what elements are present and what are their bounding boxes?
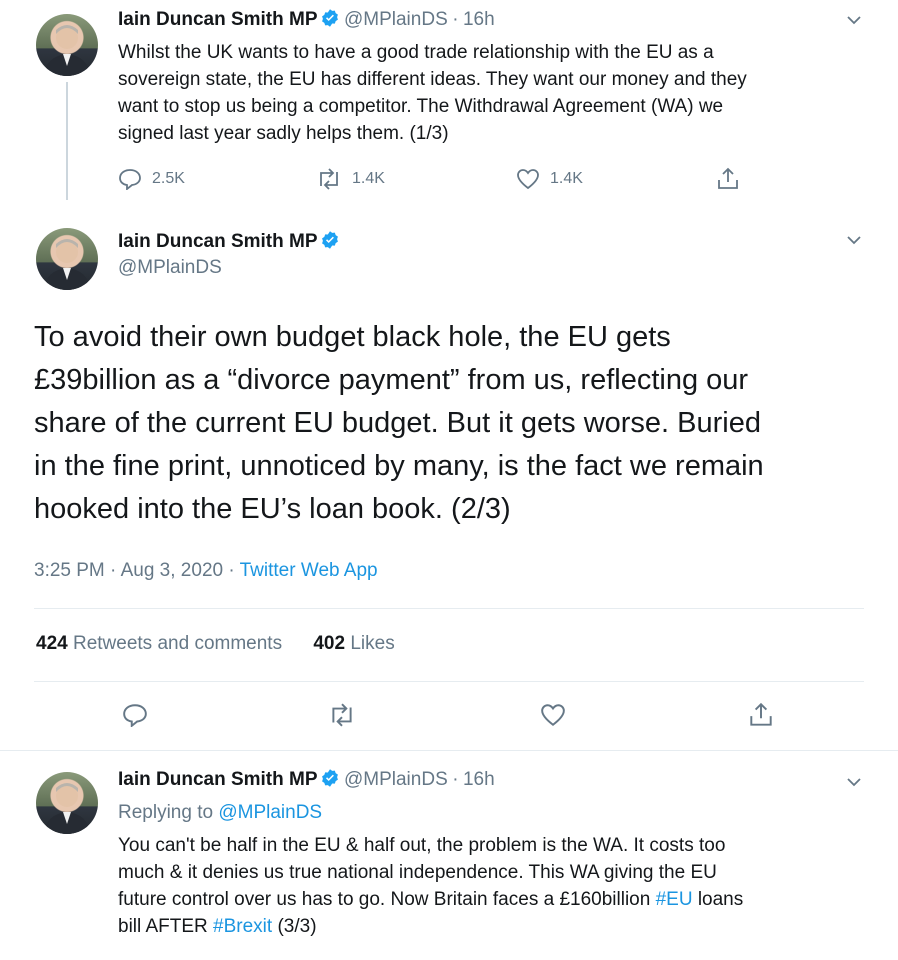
- retweets-stat[interactable]: [36, 633, 282, 654]
- tweet-header: [118, 8, 495, 31]
- tweet-line: sovereign state, the EU has different ideas. They want our money and they: [118, 69, 747, 90]
- avatar[interactable]: [36, 14, 98, 76]
- verified-badge-icon: [320, 768, 340, 788]
- avatar[interactable]: [36, 228, 98, 290]
- likes-label: Likes: [350, 633, 395, 654]
- like-count: 1.4K: [550, 170, 583, 187]
- separator-dot: ·: [452, 769, 459, 790]
- retweet-count: 1.4K: [352, 170, 385, 187]
- tweet-text: [118, 832, 888, 940]
- tweet-line: £39billion as a “divorce payment” from us, reflecting our: [34, 364, 749, 396]
- likes-count: 402: [313, 633, 346, 654]
- share-icon[interactable]: [748, 701, 774, 729]
- like-icon: [516, 168, 540, 190]
- share-icon[interactable]: [716, 166, 740, 192]
- reply-icon: [118, 168, 142, 190]
- retweet-icon: [316, 168, 342, 190]
- author-block: [118, 230, 340, 279]
- verified-badge-icon: [320, 8, 340, 28]
- chevron-down-icon[interactable]: [846, 232, 862, 248]
- avatar[interactable]: [36, 772, 98, 834]
- tweet-line-text: future control over us has to go. Now Britain faces a £160billion: [118, 889, 651, 910]
- tweet-header: [118, 768, 495, 791]
- author-handle[interactable]: @MPlainDS: [343, 9, 448, 30]
- tweet-line-text: (3/3): [277, 916, 317, 937]
- hashtag-link[interactable]: #EU: [655, 889, 693, 910]
- separator-dot: ·: [452, 9, 459, 30]
- verified-badge-icon: [320, 230, 340, 250]
- retweets-label: Retweets and comments: [72, 633, 283, 654]
- thread-connector: [66, 82, 68, 200]
- tweet-time[interactable]: 16h: [462, 769, 495, 790]
- tweet-line-text: loans: [697, 889, 744, 910]
- replying-label: Replying to: [118, 802, 214, 823]
- reply-count: 2.5K: [152, 170, 185, 187]
- retweet-icon[interactable]: [328, 703, 356, 727]
- divider: [34, 681, 864, 682]
- divider: [0, 750, 898, 751]
- tweet-line-text: bill AFTER: [118, 916, 208, 937]
- divider: [34, 608, 864, 609]
- replying-handle-link[interactable]: @MPlainDS: [218, 802, 323, 823]
- timestamp-text[interactable]: 3:25 PM · Aug 3, 2020 ·: [34, 560, 235, 581]
- author-handle[interactable]: @MPlainDS: [118, 257, 222, 278]
- tweet-line: [118, 913, 888, 940]
- tweet-line: [118, 886, 888, 913]
- author-name[interactable]: Iain Duncan Smith MP: [118, 9, 318, 30]
- likes-stat[interactable]: [313, 633, 394, 654]
- retweets-count: 424: [36, 633, 68, 654]
- tweet-line: signed last year sadly helps them. (1/3): [118, 123, 449, 144]
- tweet-time[interactable]: 16h: [462, 9, 495, 30]
- tweet-line: You can't be half in the EU & half out, the problem is the WA. It costs too: [118, 835, 726, 856]
- tweet-line: hooked into the EU’s loan book. (2/3): [34, 493, 511, 525]
- tweet-line: in the fine print, unnoticed by many, is the fact we remain: [34, 450, 764, 482]
- tweet-timestamp: [34, 560, 378, 582]
- author-handle[interactable]: @MPlainDS: [343, 769, 448, 790]
- tweet-line: To avoid their own budget black hole, the EU gets: [34, 321, 671, 353]
- author-name[interactable]: Iain Duncan Smith MP: [118, 231, 318, 252]
- like-icon[interactable]: [540, 703, 566, 727]
- like-button[interactable]: [516, 168, 583, 190]
- retweet-button[interactable]: [316, 168, 385, 190]
- reply-icon[interactable]: [122, 703, 148, 727]
- chevron-down-icon[interactable]: [846, 12, 862, 28]
- tweet-text: [34, 316, 884, 531]
- tweet-line: much & it denies us true national independence. This WA giving the EU: [118, 862, 717, 883]
- author-name[interactable]: Iain Duncan Smith MP: [118, 769, 318, 790]
- replying-to: [118, 802, 322, 824]
- reply-button[interactable]: [118, 168, 185, 190]
- hashtag-link[interactable]: #Brexit: [213, 916, 273, 937]
- source-link[interactable]: Twitter Web App: [239, 560, 378, 581]
- engagement-stats: [36, 633, 395, 655]
- tweet-line: share of the current EU budget. But it gets worse. Buried: [34, 407, 761, 439]
- tweet-text: [118, 39, 878, 147]
- chevron-down-icon[interactable]: [846, 774, 862, 790]
- tweet-line: Whilst the UK wants to have a good trade relationship with the EU as a: [118, 42, 714, 63]
- tweet-line: want to stop us being a competitor. The Withdrawal Agreement (WA) we: [118, 96, 724, 117]
